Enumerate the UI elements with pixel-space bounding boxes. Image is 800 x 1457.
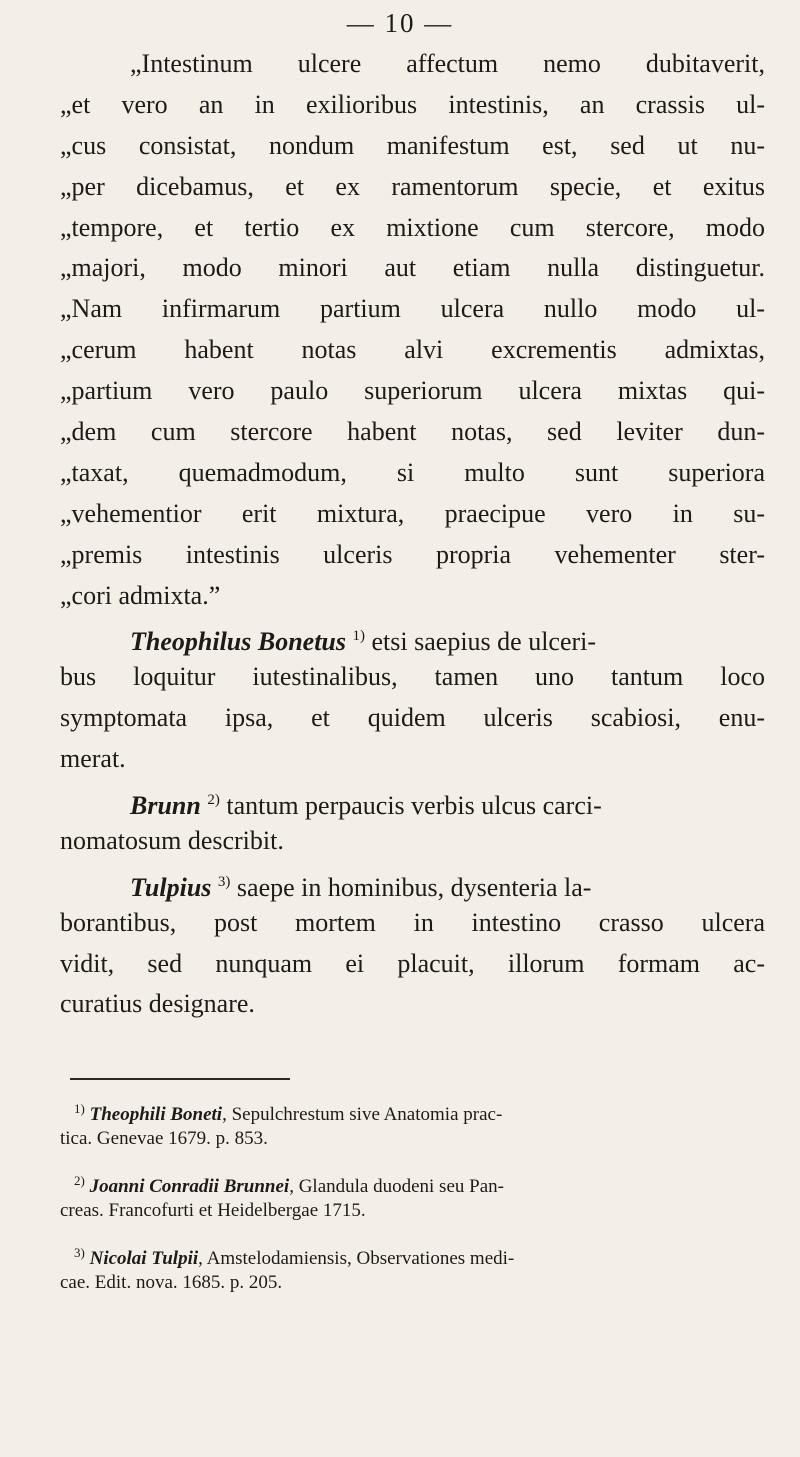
paragraph-first-line [60, 616, 765, 657]
text-line: „taxat, quemadmodum, si multo sunt superiora [60, 457, 765, 487]
text-line: „cus consistat, nondum manifestum est, sed ut nu- [60, 130, 765, 160]
footnote-divider [70, 1078, 290, 1080]
text-line: „Nam infirmarum partium ulcera nullo modo ul- [60, 294, 765, 324]
text-line: symptomata ipsa, et quidem ulceris scabiosi, enu- [60, 703, 765, 733]
footnote-text: creas. Francofurti et Heidelbergae 1715. [60, 1200, 366, 1221]
main-text [60, 44, 765, 1025]
text-line: „partium vero paulo superiorum ulcera mixtas qui- [60, 376, 765, 406]
author-name: Brunn [130, 791, 201, 821]
footnote-text: cae. Edit. nova. 1685. p. 205. [60, 1272, 283, 1293]
author-name: Tulpius [130, 872, 212, 902]
footnote-author: Joanni Conradii Brunnei [89, 1176, 290, 1197]
footnote-mark: 3) [217, 873, 231, 890]
footnote-first-line [60, 1238, 768, 1268]
footnote [60, 1166, 768, 1226]
footnote-first-line [60, 1166, 768, 1196]
text-line: nomatosum describit. [60, 825, 284, 855]
text-line: „et vero an in exilioribus intestinis, an crassis ul- [60, 89, 765, 119]
text-run: saepe in hominibus, dysenteria la- [236, 872, 592, 902]
text-line: curatius designare. [60, 989, 255, 1019]
footnote-text: , Glandula duodeni seu Pan- [289, 1176, 504, 1197]
text-line: merat. [60, 744, 126, 774]
footnote-number: 1) [74, 1101, 85, 1116]
text-run: etsi saepius de ulceri- [371, 627, 597, 657]
paragraph-first-line [60, 862, 765, 903]
author-name: Theophilus Bonetus [130, 627, 347, 657]
footnotes [60, 1094, 768, 1298]
text-line: „cori admixta.” [60, 580, 221, 610]
text-line: „majori, modo minori aut etiam nulla distinguetur. [60, 253, 765, 283]
text-line: „vehementior erit mixtura, praecipue vero in su- [60, 498, 765, 528]
text-line: bus loquitur iutestinalibus, tamen uno tantum loco [60, 662, 765, 692]
footnote-mark: 1) [352, 628, 366, 645]
text-run: tantum perpaucis verbis ulcus carci- [226, 791, 602, 821]
footnote-number: 2) [74, 1173, 85, 1188]
footnote [60, 1238, 768, 1298]
text-line: „Intestinum ulcere affectum nemo dubitaverit, [130, 49, 765, 78]
text-line: borantibus, post mortem in intestino crasso ulcera [60, 907, 765, 937]
footnote [60, 1094, 768, 1154]
text-line: „dem cum stercore habent notas, sed leviter dun- [60, 417, 765, 447]
footnote-text: tica. Genevae 1679. p. 853. [60, 1128, 268, 1149]
paragraph-first-line [60, 780, 765, 821]
footnote-number: 3) [74, 1245, 85, 1260]
text-line: „tempore, et tertio ex mixtione cum stercore, modo [60, 212, 765, 242]
footnote-text: , Amstelodamiensis, Observationes medi- [198, 1248, 515, 1269]
footnote-author: Nicolai Tulpii [89, 1248, 199, 1269]
text-line: „per dicebamus, et ex ramentorum specie, et exitus [60, 171, 765, 201]
footnote-mark: 2) [207, 792, 220, 809]
footnote-first-line [60, 1094, 768, 1124]
text-line: vidit, sed nunquam ei placuit, illorum formam ac- [60, 948, 765, 978]
footnote-author: Theophili Boneti [89, 1104, 223, 1125]
footnote-text: , Sepulchrestum sive Anatomia prac- [222, 1104, 503, 1125]
text-line: „premis intestinis ulceris propria vehementer ster- [60, 539, 765, 569]
text-line: „cerum habent notas alvi excrementis admixtas, [60, 335, 765, 365]
page-number: — 10 — [346, 8, 454, 38]
